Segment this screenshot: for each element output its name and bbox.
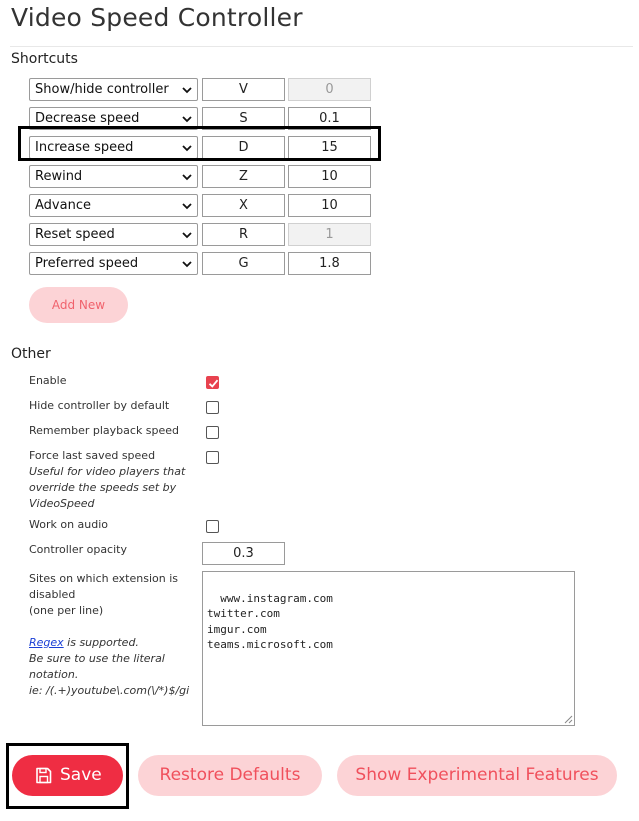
- hide-controller-checkbox[interactable]: [206, 401, 219, 414]
- regex-help: [29, 635, 199, 699]
- force-last-speed-note: Useful for video players that: [29, 465, 186, 478]
- controller-opacity-label: Controller opacity: [29, 543, 127, 556]
- blacklist-textarea[interactable]: [202, 571, 575, 726]
- shortcut-action-select[interactable]: [29, 223, 198, 246]
- blacklist-label: [29, 571, 189, 619]
- other-heading: Other: [11, 346, 51, 362]
- shortcut-key-input[interactable]: G: [202, 252, 285, 275]
- shortcut-action-label: Rewind: [35, 169, 83, 184]
- regex-help-text: Be sure to use the literal: [29, 652, 165, 665]
- chevron-down-icon: [181, 167, 193, 187]
- title-divider: [10, 46, 633, 47]
- shortcut-key-input[interactable]: S: [202, 107, 285, 130]
- shortcut-action-label: Increase speed: [35, 140, 134, 155]
- shortcut-action-select[interactable]: [29, 165, 198, 188]
- blacklist-sites-text: www.instagram.com twitter.com imgur.com teams.microsoft.com: [207, 591, 333, 651]
- shortcut-action-label: Advance: [35, 198, 91, 213]
- blacklist-label-line: (one per line): [29, 604, 104, 617]
- save-button[interactable]: [12, 755, 123, 796]
- shortcut-value-input: 1: [288, 223, 371, 246]
- force-last-speed-note: override the speeds set by: [29, 481, 177, 494]
- force-last-speed-checkbox[interactable]: [206, 451, 219, 464]
- regex-help-text: ie: /(.+)youtube\.com(\/*)$/gi: [29, 684, 190, 697]
- shortcut-value-input[interactable]: 0.1: [288, 107, 371, 130]
- shortcut-action-select[interactable]: [29, 252, 198, 275]
- blacklist-label-line: disabled: [29, 588, 76, 601]
- shortcut-action-label: Preferred speed: [35, 256, 139, 271]
- shortcut-key-input[interactable]: D: [202, 136, 285, 159]
- shortcut-action-select[interactable]: [29, 194, 198, 217]
- shortcut-action-select[interactable]: [29, 78, 198, 101]
- save-button-label: Save: [60, 765, 102, 785]
- blacklist-label-line: Sites on which extension is: [29, 572, 178, 585]
- highlight-increase-speed-row: [18, 126, 381, 161]
- restore-defaults-button[interactable]: Restore Defaults: [138, 755, 322, 796]
- chevron-down-icon: [181, 196, 193, 216]
- force-last-speed-label: Force last saved speed: [29, 449, 156, 462]
- enable-checkbox[interactable]: [206, 376, 219, 389]
- shortcut-action-label: Decrease speed: [35, 111, 140, 126]
- shortcut-value-input[interactable]: 10: [288, 165, 371, 188]
- controller-opacity-input[interactable]: 0.3: [202, 542, 285, 565]
- work-on-audio-label: Work on audio: [29, 518, 109, 531]
- hide-controller-label: Hide controller by default: [29, 399, 170, 412]
- remember-speed-checkbox[interactable]: [206, 426, 219, 439]
- shortcut-action-label: Show/hide controller: [35, 82, 169, 97]
- regex-link[interactable]: Regex: [29, 636, 64, 649]
- shortcut-key-input[interactable]: R: [202, 223, 285, 246]
- shortcut-value-input: 0: [288, 78, 371, 101]
- chevron-down-icon: [181, 80, 193, 100]
- shortcut-value-input[interactable]: 10: [288, 194, 371, 217]
- checkmark-icon: [208, 378, 219, 389]
- force-last-speed-note: VideoSpeed: [29, 497, 95, 510]
- show-experimental-features-button[interactable]: Show Experimental Features: [337, 755, 617, 796]
- regex-help-text: is supported.: [63, 636, 139, 649]
- page-title: Video Speed Controller: [11, 3, 303, 32]
- floppy-disk-icon: [35, 767, 52, 784]
- shortcut-value-input[interactable]: 1.8: [288, 252, 371, 275]
- shortcut-action-label: Reset speed: [35, 227, 115, 242]
- chevron-down-icon: [181, 254, 193, 274]
- resize-handle-icon[interactable]: [564, 715, 573, 724]
- chevron-down-icon: [181, 225, 193, 245]
- force-last-speed-option: [29, 448, 185, 512]
- regex-help-text: notation.: [29, 668, 79, 681]
- shortcut-key-input[interactable]: Z: [202, 165, 285, 188]
- shortcut-key-input[interactable]: V: [202, 78, 285, 101]
- shortcut-key-input[interactable]: X: [202, 194, 285, 217]
- work-on-audio-checkbox[interactable]: [206, 520, 219, 533]
- shortcuts-heading: Shortcuts: [11, 51, 78, 67]
- add-new-button[interactable]: Add New: [29, 287, 128, 323]
- remember-speed-label: Remember playback speed: [29, 424, 180, 437]
- shortcut-value-input[interactable]: 15: [288, 136, 371, 159]
- enable-label: Enable: [29, 374, 67, 387]
